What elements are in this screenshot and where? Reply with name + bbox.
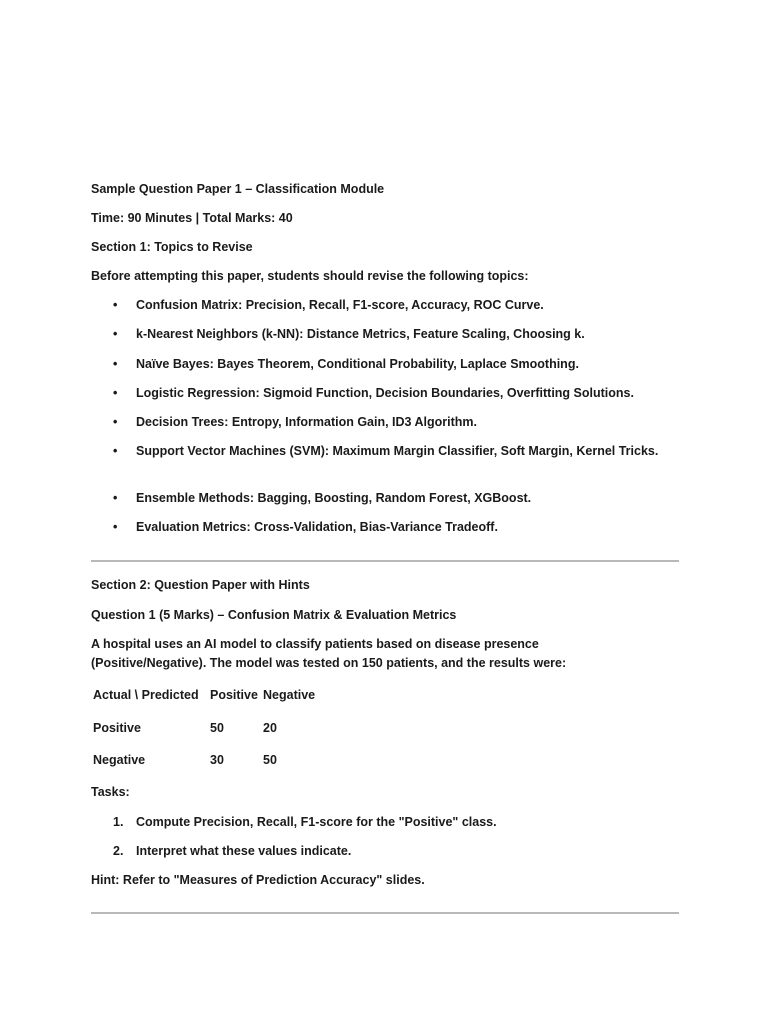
bullet-icon: •	[113, 357, 118, 371]
topic-text: Logistic Regression: Sigmoid Function, Decision Boundaries, Overfitting Solutions.	[136, 386, 634, 400]
task-number: 2.	[113, 844, 124, 858]
tasks-label: Tasks:	[91, 785, 130, 799]
topic-text: Decision Trees: Entropy, Information Gain, ID3 Algorithm.	[136, 415, 478, 429]
table-header-cell: Positive	[210, 688, 258, 702]
time-and-marks: Time: 90 Minutes | Total Marks: 40	[91, 211, 293, 225]
question1-text: A hospital uses an AI model to classify patients based on disease presence	[91, 637, 539, 651]
hint-text: Hint: Refer to "Measures of Prediction Accuracy" slides.	[91, 873, 425, 887]
table-cell: 50	[263, 753, 277, 767]
paper-title: Sample Question Paper 1 – Classification Module	[91, 182, 385, 196]
horizontal-divider	[91, 912, 679, 914]
table-cell: 30	[210, 753, 224, 767]
horizontal-divider	[91, 560, 679, 562]
bullet-icon: •	[113, 444, 118, 458]
question1-heading: Question 1 (5 Marks) – Confusion Matrix & Evaluation Metrics	[91, 608, 457, 622]
table-cell: Positive	[93, 721, 141, 735]
topic-text: Ensemble Methods: Bagging, Boosting, Random Forest, XGBoost.	[136, 491, 532, 505]
section2-heading: Section 2: Question Paper with Hints	[91, 578, 310, 592]
topic-text: Support Vector Machines (SVM): Maximum Margin Classifier, Soft Margin, Kernel Tricks.	[136, 444, 659, 458]
bullet-icon: •	[113, 327, 118, 341]
section1-heading: Section 1: Topics to Revise	[91, 240, 253, 254]
task-text: Compute Precision, Recall, F1-score for the "Positive" class.	[136, 815, 497, 829]
intro-text: Before attempting this paper, students should revise the following topics:	[91, 269, 529, 283]
topic-text: Confusion Matrix: Precision, Recall, F1-score, Accuracy, ROC Curve.	[136, 298, 544, 312]
topic-text: k-Nearest Neighbors (k-NN): Distance Metrics, Feature Scaling, Choosing k.	[136, 327, 585, 341]
question1-text-continued: (Positive/Negative). The model was tested on 150 patients, and the results were:	[91, 656, 567, 670]
task-text: Interpret what these values indicate.	[136, 844, 352, 858]
table-cell: 50	[210, 721, 224, 735]
bullet-icon: •	[113, 386, 118, 400]
table-header-cell: Actual \ Predicted	[93, 688, 199, 702]
bullet-icon: •	[113, 491, 118, 505]
topic-text: Evaluation Metrics: Cross-Validation, Bias-Variance Tradeoff.	[136, 520, 498, 534]
topic-text: Naïve Bayes: Bayes Theorem, Conditional Probability, Laplace Smoothing.	[136, 357, 579, 371]
table-cell: 20	[263, 721, 277, 735]
table-cell: Negative	[93, 753, 146, 767]
task-number: 1.	[113, 815, 124, 829]
bullet-icon: •	[113, 298, 118, 312]
table-header-cell: Negative	[263, 688, 316, 702]
bullet-icon: •	[113, 415, 118, 429]
bullet-icon: •	[113, 520, 118, 534]
